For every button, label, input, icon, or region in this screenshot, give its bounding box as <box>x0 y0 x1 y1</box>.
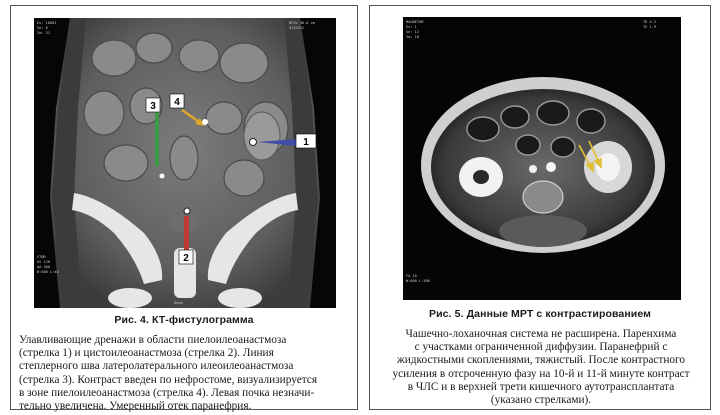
caption-line: (стрелка 1) и цистоилеоанастмоза (стрелка 2). Линия <box>19 347 274 360</box>
svg-text:Se: 12: Se: 12 <box>406 30 419 34</box>
svg-text:Se: 6: Se: 6 <box>37 26 48 30</box>
ct-scan-illustration <box>34 18 336 308</box>
figure-4-panel <box>10 5 358 413</box>
caption-line: степлерного шва латеролатерального илеоилеоанастмоза <box>19 360 294 373</box>
caption-line: жидкостными скоплениями, тяжистый. После контрастного <box>396 354 686 367</box>
caption-line: (стрелка 3). Контраст введен по нефростоме, визуализируется <box>19 373 318 386</box>
svg-text:512x512: 512x512 <box>289 26 305 30</box>
svg-text:STND: STND <box>37 255 46 259</box>
svg-text:FA 10: FA 10 <box>406 274 417 278</box>
caption-line: тельно увеличена. Умеренный отек паранефрия. <box>19 400 252 413</box>
arrow-3 <box>155 108 159 166</box>
caption-line: Улавливающие дренажи в области пиелоилеоанастмоза <box>19 334 287 346</box>
caption-line: в зоне пиелоилеоанастмоза (стрелка 4). Левая почка незначи- <box>19 386 315 399</box>
mri-image <box>403 17 681 300</box>
figure-5-panel <box>369 5 711 410</box>
caption-line: (указано стрелками). <box>490 394 592 407</box>
figure-5-title: Рис. 5. Данные МРТ с контрастированием <box>429 308 651 320</box>
svg-text:Im: 31: Im: 31 <box>37 31 50 35</box>
arrow-1-label: 1 <box>303 137 309 148</box>
arrow-4-label: 4 <box>174 97 180 108</box>
figure-5-caption <box>376 328 706 407</box>
caption-line: с участками ограниченной диффузии. Паранефрий с <box>414 341 668 354</box>
svg-text:TR 4.2: TR 4.2 <box>643 20 656 24</box>
svg-text:TE 1.9: TE 1.9 <box>643 25 656 29</box>
svg-text:mA 300: mA 300 <box>37 265 50 269</box>
mri-scan-illustration <box>403 17 681 300</box>
caption-line: Чашечно-лоханочная система не расширена. Паренхима <box>405 328 677 340</box>
caption-line: усиления в отсроченную фазу на 10-й и 11-й минуте контраст <box>392 367 690 380</box>
svg-text:DFOV 36.0 cm: DFOV 36.0 cm <box>289 21 315 25</box>
figure-4-caption <box>19 334 353 413</box>
svg-text:kV 120: kV 120 <box>37 260 50 264</box>
figure-4-title: Рис. 4. КТ-фистулограмма <box>114 314 254 326</box>
svg-text:Im: 18: Im: 18 <box>406 35 419 39</box>
ct-fistulogram-image <box>34 18 336 308</box>
svg-text:Ex: 10001: Ex: 10001 <box>37 21 57 25</box>
arrow-3-label: 3 <box>150 101 156 112</box>
svg-text:Head: Head <box>174 301 183 305</box>
caption-line: в ЧЛС и в верхней трети кишечного аутотрансплантата <box>407 380 675 393</box>
arrow-2 <box>184 216 189 252</box>
svg-text:W:400 L:40: W:400 L:40 <box>37 270 59 274</box>
svg-text:Ex: 1: Ex: 1 <box>406 25 417 29</box>
svg-text:MAGNETOM: MAGNETOM <box>406 20 424 24</box>
svg-text:W:600 L:300: W:600 L:300 <box>406 279 430 283</box>
arrow-2-label: 2 <box>183 253 189 264</box>
